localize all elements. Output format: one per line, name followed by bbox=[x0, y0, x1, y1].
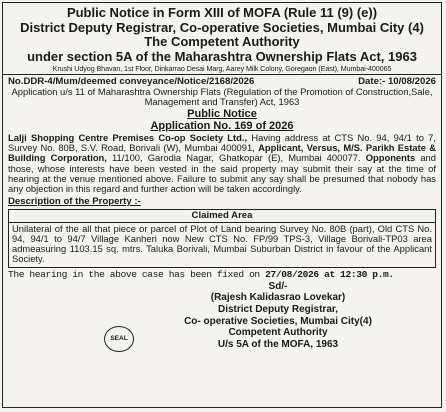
signatory-title-3: Competent Authority bbox=[228, 327, 328, 339]
signature-sd: Sd/- bbox=[268, 280, 288, 292]
application-number: Application No. 169 of 2026 bbox=[150, 120, 294, 133]
notice-title bbox=[8, 6, 436, 64]
seal-icon bbox=[104, 326, 134, 352]
body-text-2: 11/100, Garodia Nagar, Ghatkopar (E), Mumbai 400077. bbox=[106, 152, 366, 164]
hearing-prefix: The hearing in the above case has been fixed on bbox=[8, 268, 266, 280]
signatory-title-2: Co- operative Societies, Mumbai City(4) bbox=[184, 315, 372, 327]
signature-block bbox=[158, 281, 398, 351]
reference-number: No.DDR-4/Mum/deemed conveyance/Notice/2168/2026 bbox=[8, 76, 255, 87]
signatory-name: (Rajesh Kalidasrao Lovekar) bbox=[210, 292, 346, 304]
public-notice bbox=[2, 2, 442, 408]
applicant-name: Lalji Shopping Centre Premises Co-op Society Ltd., bbox=[8, 131, 248, 143]
signature-area bbox=[8, 281, 436, 361]
applicant-versus: Applicant, Versus, M/S. Parikh Estate & Building Corporation, bbox=[8, 142, 436, 164]
header-line-3: The Competent Authority bbox=[144, 34, 300, 49]
notice-body bbox=[8, 133, 436, 195]
reference-date: Date:- 10/08/2026 bbox=[358, 76, 436, 87]
body-text-3: and those, whose interests have been vested in the said property may submit their say at the time of hearing at the venue mentioned above. Failure to submit any say shall be presumed that nobody has any objection in this regard and further action will be taken accordingly. bbox=[8, 152, 436, 195]
claimed-area-text: Unilateral of the all that piece or parcel of Plot of Land bearing Survey No. 80B (part), Old CTS No. 94, 94/1 to 94/7 Village Kanheri now New CTS No. FP/99 TPS-3, Village Borivali-TP03 area admeasuring 1103.15 sq. mtrs. Taluka Borivali, Mumbai Suburban District in favour of the Applicant Society. bbox=[12, 222, 432, 265]
header-line-2: District Deputy Registrar, Co-operative Societies, Mumbai City (4) bbox=[20, 19, 424, 35]
office-address: Krushi Udyog Bhavan, 1st Floor, Dinkarrao Desai Marg, Aarey Milk Colony, Goregaon (East), Mumbai-400065 bbox=[52, 64, 392, 73]
claimed-area-heading: Claimed Area bbox=[9, 210, 435, 223]
signatory-title-4: U/s 5A of the MOFA, 1963 bbox=[217, 338, 339, 350]
description-heading: Description of the Property :- bbox=[8, 195, 141, 207]
body-text-1: Having address at CTS No. 94, 94/1 to 7, Survey No. 80B, S.V. Road, Borivali (W), Mumbai 400091, bbox=[8, 131, 436, 154]
seal-label: SEAL bbox=[110, 335, 128, 343]
claimed-area-box bbox=[8, 209, 436, 268]
application-intro: Application u/s 11 of Maharashtra Ownership Flats (Regulation of the Promotion of Construction,Sale, Management and Transfer) Act, 1963 bbox=[11, 86, 433, 108]
hearing-datetime: 27/08/2026 at 12:30 p.m. bbox=[265, 268, 394, 280]
hearing-line bbox=[8, 269, 436, 281]
opponents-label: Opponents bbox=[365, 152, 416, 164]
signatory-title-1: District Deputy Registrar, bbox=[217, 303, 339, 315]
public-notice-heading: Public Notice bbox=[187, 107, 257, 120]
header-line-4: under section 5A of the Maharashtra Ownership Flats Act, 1963 bbox=[27, 48, 417, 64]
header-line-1: Public Notice in Form XIII of MOFA (Rule 11 (9) (e)) bbox=[66, 5, 378, 20]
divider bbox=[3, 74, 441, 75]
